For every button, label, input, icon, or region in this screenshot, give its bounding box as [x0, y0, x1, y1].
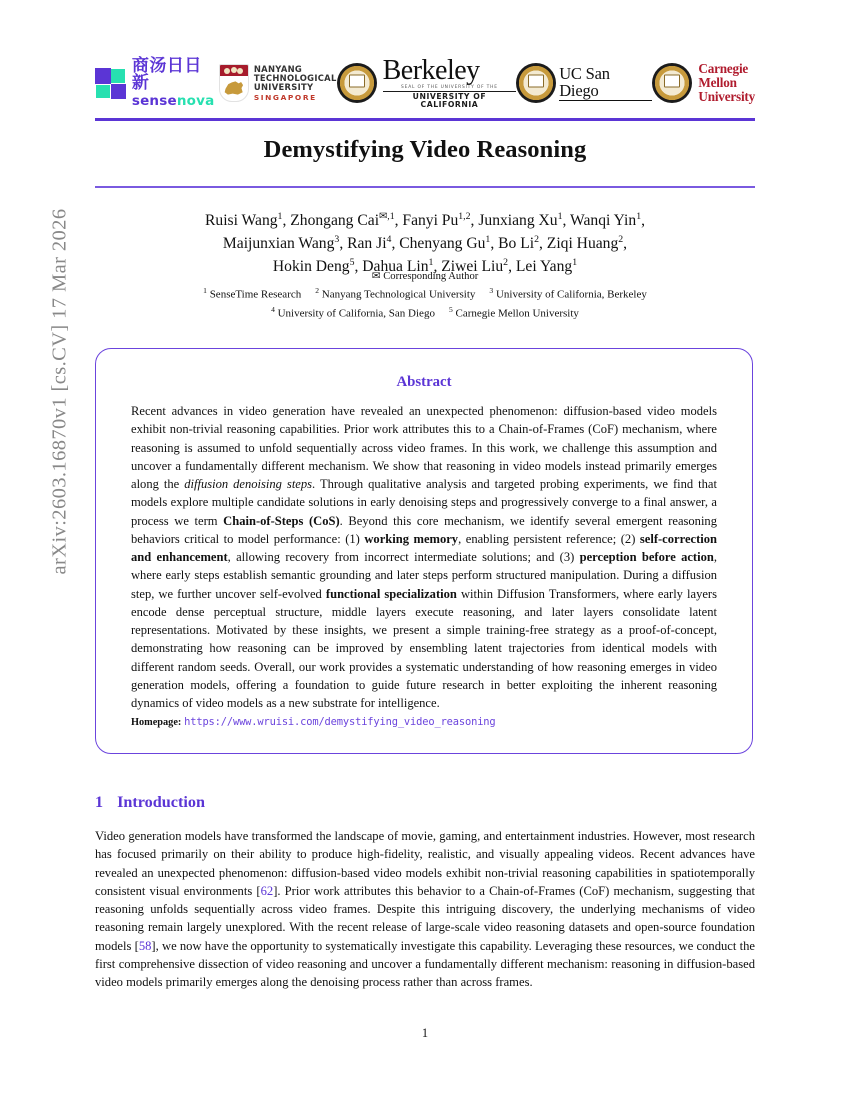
carnegie-mellon-university-logo — [652, 57, 755, 109]
abstract-text: Recent advances in video generation have revealed an unexpected phenomenon: diffusion-based video models exhibit non-trivial reasoning capabilities. Prior work attributes this to a Chain-of-Frames (CoF) mechanism, where reasoning is assumed to unfold sequentially across video frames. In this work, we challenge this assumption and uncover a fundamentally different mechanism. We show that reasoning in video models instead primarily emerges along the diffusion denoising steps. Through qualitative analysis and targeted probing experiments, we find that models explore multiple candidate solutions in early denoising steps and progressively converge to a final answer, a process we term Chain-of-Steps (CoS). Beyond this core mechanism, we identify several emergent reasoning behaviors critical to model performance: (1) working memory, enabling persistent reference; (2) self-correction and enhancement, allowing recovery from incorrect intermediate solutions; and (3) perception before action, where early steps establish semantic grounding and later steps perform structured manipulation. During a diffusion step, we further uncover self-evolved functional specialization within Diffusion Transformers, where early layers encode dense perceptual structure, middle layers execute reasoning, and later layers consolidate latent representations. Motivated by these insights, we present a simple training-free strategy as a proof-of-concept, demonstrating how reasoning can be improved by ensembling latent trajectories from identical models with different random seeds. Overall, our work provides a systematic understanding of how reasoning emerges in video generation models, offering a foundation to guide future research in better exploiting the inherent reasoning dynamics of video models as a new substrate for intelligence. — [131, 404, 717, 710]
ucsd-wordmark: UC San Diego — [559, 65, 652, 102]
sensenova-mark-icon — [95, 68, 126, 99]
affiliation-name: Nanyang Technological University — [321, 288, 476, 301]
author-line-3: Hokin Deng$^5$, Dahua Lin$^1$, Ziwei Liu$^2$, Lei Yang$^1$ — [272, 256, 578, 276]
abstract-heading: Abstract — [396, 374, 452, 390]
berkeley-wordmark: Berkeley — [382, 55, 480, 87]
emphasis-bold: working memory — [364, 531, 459, 546]
homepage-line — [131, 716, 717, 728]
emphasis-bold: Chain-of-Steps (CoS) — [223, 513, 340, 528]
sensenova-wordmark-nova: nova — [176, 92, 215, 109]
berkeley-seal-subtext: SEAL OF THE UNIVERSITY OF THE — [401, 85, 498, 91]
affiliation-name: University of California, Berkeley — [495, 288, 647, 301]
author-name: Maijunxian Wang — [222, 235, 335, 253]
title-bottom-rule — [95, 186, 755, 188]
ntu-name-line-3: UNIVERSITY — [253, 81, 314, 92]
section-heading-introduction — [95, 793, 205, 812]
introduction-paragraph: Video generation models have transformed the landscape of movie, gaming, and entertainment industries. However, most research has focused primarily on their ability to produce high-fidelity, realistic, and visually appealing videos. Recent advances have revealed an unexpected phenomenon: diffusion-based video models exhibit non-trivial reasoning capabilities in spatiotemporally consistent visual environments [62]. Prior work attributes this behavior to a Chain-of-Frames (CoF) mechanism, suggesting that reasoning unfolds sequentially across video frames. Despite this intriguing discovery, the underlying mechanisms of video reasoning remain largely unexplored. With the recent release of large-scale video reasoning datasets and open-source foundation models [58], we now have the opportunity to systematically investigate this capability. Leveraging these resources, we conduct the first comprehensive dissection of video reasoning and uncover a fundamentally different mechanism: reasoning in diffusion-based video models primarily emerges along the denoising process rather than across frames. — [95, 829, 756, 990]
sensenova-chinese-wordmark: 商汤日日新 — [131, 55, 202, 93]
author-affiliation-marker: 1 — [572, 256, 578, 268]
author-affiliation-marker: 1 — [428, 256, 434, 268]
author-affiliation-marker: 1 — [636, 211, 642, 222]
berkeley-university-subtext: UNIVERSITY OF CALIFORNIA — [383, 91, 517, 108]
author-affiliation-marker: 1 — [485, 233, 491, 245]
author-affiliation-marker: 2 — [503, 256, 509, 268]
author-name: Lei Yang — [515, 258, 573, 276]
page-number: 1 — [421, 1026, 429, 1040]
author-affiliation-marker: 2 — [534, 233, 539, 245]
title-top-rule — [95, 118, 755, 121]
author-affiliation-marker: 1,2 — [458, 211, 471, 222]
uc-san-diego-logo — [516, 57, 652, 109]
affiliation-line-1 — [95, 285, 755, 304]
uc-berkeley-logo — [337, 57, 517, 109]
emphasis-italic: diffusion denoising steps — [184, 477, 313, 491]
affiliation-name: Carnegie Mellon University — [455, 307, 579, 320]
author-name: Hokin Deng — [272, 258, 350, 276]
ntu-singapore-label: SINGAPORE — [253, 92, 317, 102]
author-name: Wanqi Yin — [570, 212, 637, 230]
author-affiliation-marker: 3 — [334, 233, 340, 245]
author-name: Fanyi Pu — [402, 212, 459, 230]
section-title: Introduction — [117, 793, 205, 811]
paper-page — [95, 0, 755, 1100]
emphasis-bold: self-correction and enhancement — [131, 531, 717, 564]
nanyang-technological-university-logo — [219, 57, 337, 109]
author-list — [95, 210, 755, 279]
cmu-name-line-1: Carnegie — [698, 61, 749, 77]
affiliation-logo-banner — [95, 52, 755, 114]
author-line-1: Ruisi Wang$^1$, Zhongang Cai$^{✉,1}$, Fanyi Pu$^{1,2}$, Junxiang Xu$^1$, Wanqi Yin$^1$, — [205, 211, 645, 230]
homepage-link[interactable]: https://www.wruisi.com/demystifying_video_reasoning — [184, 716, 496, 728]
cmu-name-line-3: University — [698, 88, 755, 104]
section-number: 1 — [95, 793, 104, 811]
author-name: Zhongang Cai — [290, 212, 380, 230]
affiliation-line-2 — [95, 304, 755, 323]
affiliation-marker: 4 — [271, 304, 275, 314]
affiliation-list — [95, 285, 755, 322]
cmu-name-line-2: Mellon — [698, 75, 737, 91]
cmu-seal-icon — [652, 63, 692, 103]
homepage-label: Homepage: — [131, 717, 182, 728]
affiliation-name: University of California, San Diego — [277, 307, 435, 320]
author-name: Bo Li — [498, 235, 535, 253]
emphasis-bold: functional specialization — [325, 586, 457, 601]
author-name: Dahua Lin — [362, 258, 429, 276]
corresponding-author-note: ✉ Corresponding Author — [371, 271, 479, 282]
citation-link[interactable]: 62 — [260, 883, 274, 898]
author-affiliation-marker: 5 — [349, 256, 355, 268]
sensenova-wordmark-sense: sense — [131, 92, 177, 109]
berkeley-seal-icon — [337, 63, 377, 103]
ntu-name-line-2: TECHNOLOGICAL — [253, 72, 337, 83]
arxiv-identifier-stamp: arXiv:2603.16870v1 [cs.CV] 17 Mar 2026 — [48, 208, 71, 575]
affiliation-marker: 3 — [489, 286, 494, 295]
affiliation-marker: 2 — [315, 286, 320, 295]
affiliation-marker: 1 — [203, 286, 207, 295]
author-name: Ziwei Liu — [441, 258, 504, 276]
sensenova-logo — [95, 57, 219, 109]
ucsd-seal-icon — [516, 63, 556, 103]
author-name: Ran Ji — [347, 235, 387, 253]
author-affiliation-marker: 1 — [277, 211, 283, 222]
page-title: Demystifying Video Reasoning — [263, 136, 587, 163]
citation-link[interactable]: 58 — [138, 938, 152, 953]
author-affiliation-marker: ✉,1 — [379, 211, 395, 222]
affiliation-name: SenseTime Research — [209, 288, 302, 301]
author-affiliation-marker: 4 — [386, 233, 392, 245]
author-name: Ziqi Huang — [546, 235, 619, 253]
author-name: Junxiang Xu — [478, 212, 558, 230]
author-line-2: Maijunxian Wang$^3$, Ran Ji$^4$, Chenyang Gu$^1$, Bo Li$^2$, Ziqi Huang$^2$, — [222, 233, 628, 253]
author-name: Chenyang Gu — [399, 235, 486, 253]
affiliation-marker: 5 — [448, 304, 453, 314]
author-name: Ruisi Wang — [205, 212, 278, 230]
emphasis-bold: perception before action — [579, 550, 714, 564]
author-affiliation-marker: 1 — [557, 211, 563, 222]
ntu-name-line-1: NANYANG — [253, 63, 303, 74]
author-affiliation-marker: 2 — [618, 233, 624, 245]
ntu-crest-icon — [219, 64, 249, 102]
